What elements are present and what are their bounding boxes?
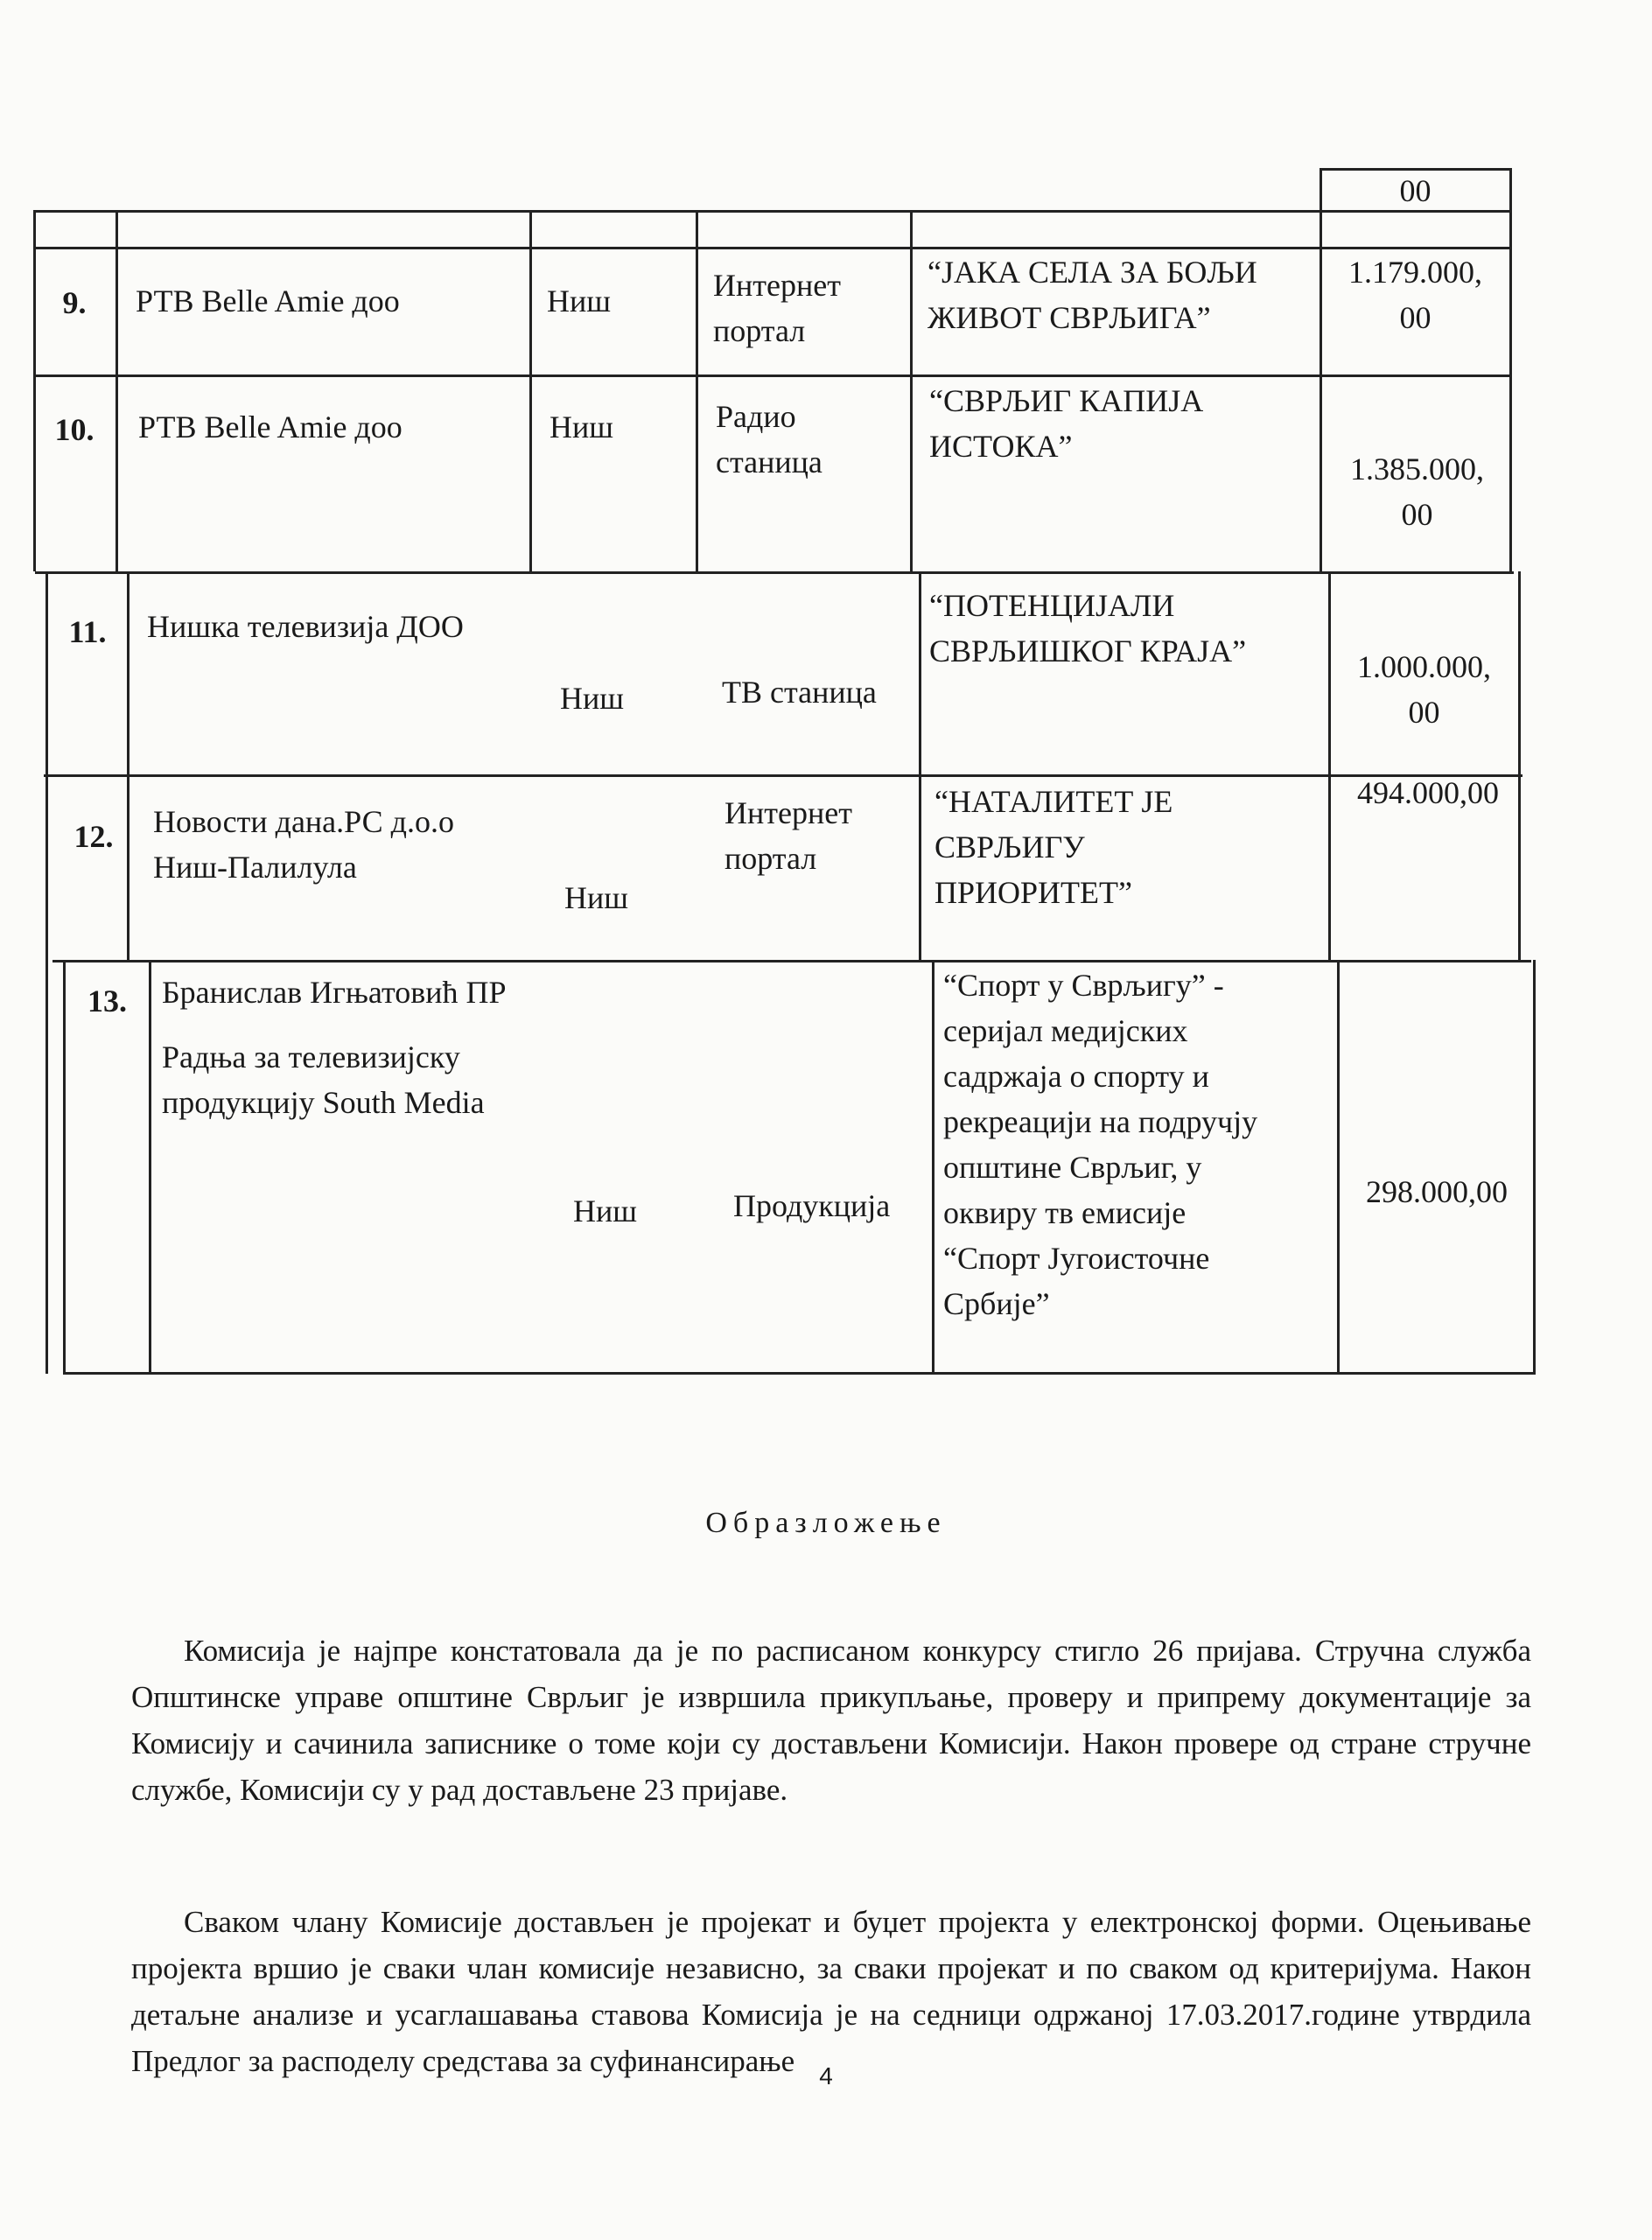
city-cell: Ниш — [547, 284, 611, 318]
amount-cell — [1321, 168, 1509, 214]
table-rule — [1533, 960, 1536, 1374]
city-cell: Ниш — [573, 1194, 637, 1228]
text-line: ПРИОРИТЕТ” — [934, 875, 1132, 910]
text-line: серијал медијских — [943, 1013, 1188, 1048]
table-rule — [1320, 168, 1322, 571]
text-line: Нишка телевизија ДОО — [147, 609, 464, 644]
row-number: 10. — [54, 412, 94, 447]
body-paragraph: Комисија је најпре констатовала да је по расписаном конкурсу стигло 26 пријава. Стручна служба Општинске управе општине Сврљиг је извршила прикупљање, проверу и припрему документације за Комисију и сачинила записнике о томе који су достављени Комисији. Након провере од стране стручне службе, Комисији су у рад достављене 23 пријаве. — [131, 1634, 1531, 1807]
amount-cell — [1332, 770, 1524, 816]
row-number: 11. — [68, 614, 107, 649]
text-line: 298.000,00 — [1366, 1174, 1508, 1209]
table-rule — [35, 571, 1514, 574]
table-rule — [33, 210, 1512, 213]
table-rule — [529, 210, 532, 571]
text-line: 1.000.000, — [1357, 649, 1491, 684]
text-line: Новости дана.РС д.о.о — [153, 804, 454, 839]
text-line: РТВ Belle Amie доо — [136, 284, 400, 318]
city-cell: Ниш — [560, 681, 624, 716]
text-line: 00 — [1401, 497, 1433, 532]
text-line: Продукција — [733, 1188, 891, 1223]
media-type-cell — [716, 394, 908, 485]
text-line: рекреацији на подручју — [943, 1104, 1258, 1139]
text-line: Србије” — [943, 1286, 1050, 1321]
organization-name — [153, 799, 538, 890]
text-line: станица — [716, 444, 822, 480]
row-number: 13. — [88, 984, 127, 1018]
table-rule — [33, 210, 36, 571]
media-type-cell — [722, 669, 914, 715]
amount-cell — [1330, 644, 1518, 735]
project-name-cell — [929, 378, 1319, 469]
table-rule — [46, 571, 48, 1374]
project-name-cell — [943, 962, 1335, 1326]
text-line: Интернет — [724, 795, 852, 830]
amount-cell — [1340, 1169, 1533, 1214]
amount-cell — [1323, 446, 1511, 537]
project-name-cell — [934, 779, 1324, 915]
table-rule — [910, 210, 913, 571]
media-type-cell — [733, 1183, 930, 1228]
text-line: ИСТОКА” — [929, 429, 1073, 464]
text-line: продукцију South Media — [162, 1085, 485, 1120]
text-line: Интернет — [713, 268, 841, 303]
text-line: 00 — [1399, 300, 1432, 335]
table-rule — [932, 960, 934, 1374]
text-line: ЖИВОТ СВРЉИГА” — [928, 300, 1211, 335]
page-number: 4 — [819, 2062, 833, 2090]
text-line: СВРЉИГУ — [934, 830, 1085, 864]
text-line: Радња за телевизијску — [162, 1040, 460, 1074]
text-line: портал — [713, 313, 806, 348]
city-cell: Ниш — [550, 410, 613, 444]
table-rule — [1518, 571, 1521, 960]
table-rule — [44, 774, 1522, 777]
organization-name — [147, 604, 532, 649]
table-rule — [63, 1372, 1536, 1375]
text-line: Радио — [716, 399, 796, 434]
text-line: 00 — [1408, 695, 1440, 730]
table-rule — [1337, 960, 1340, 1374]
text-line: “Спорт Југоисточне — [943, 1241, 1210, 1276]
organization-name — [138, 404, 523, 450]
organization-name — [136, 278, 521, 324]
city-cell: Ниш — [564, 880, 628, 915]
text-line: садржаја о спорту и — [943, 1059, 1209, 1094]
text-line: 1.179.000, — [1348, 255, 1482, 290]
text-line: “Спорт у Сврљигу” - — [943, 968, 1224, 1003]
text-line: Ниш-Палилула — [153, 850, 357, 885]
amount-cell — [1321, 249, 1509, 340]
text-line: општине Сврљиг, у — [943, 1150, 1202, 1185]
organization-name — [162, 970, 547, 1125]
text-line: портал — [724, 841, 817, 876]
text-line: “ПОТЕНЦИЈАЛИ — [929, 588, 1175, 623]
text-line: РТВ Belle Amie доо — [138, 410, 402, 444]
table-rule — [127, 571, 130, 960]
section-heading: Образложење — [705, 1507, 947, 1539]
text-line: “ЈАКА СЕЛА ЗА БОЉИ — [928, 255, 1257, 290]
table-rule — [919, 571, 921, 960]
table-rule — [33, 374, 1512, 377]
text-line: Бранислав Игњатовић ПР — [162, 975, 507, 1010]
text-line: СВРЉИШКОГ КРАЈА” — [929, 634, 1247, 668]
media-type-cell — [713, 262, 906, 354]
text-line: оквиру тв емисије — [943, 1195, 1186, 1230]
text-line: “СВРЉИГ КАПИЈА — [929, 383, 1204, 418]
project-name-cell — [928, 249, 1317, 340]
media-type-cell — [724, 790, 917, 881]
row-number: 9. — [62, 285, 87, 320]
table-rule — [696, 210, 698, 571]
text-line: 494.000,00 — [1357, 775, 1499, 810]
table-rule — [1328, 571, 1331, 960]
row-number: 12. — [74, 819, 114, 854]
table-rule — [116, 210, 118, 571]
project-name-cell — [929, 583, 1327, 674]
text-line: ТВ станица — [722, 675, 877, 710]
table-rule — [149, 960, 151, 1374]
amount-text: 00 — [1399, 173, 1432, 208]
body-paragraph: Сваком члану Комисије достављен је пројекат и буџет пројекта у електронској форми. Оцењивање пројекта вршио је сваки члан комисије независно, за сваки пројекат и по сваком од критеријума. Након детаљне анализе и усаглашавања ставова Комисија је на седници одржаној 17.03.2017.године утврдила Предлог за расподелу средстава за суфинансирање — [131, 1905, 1531, 2078]
text-line: “НАТАЛИТЕТ ЈЕ — [934, 784, 1173, 819]
text-line: 1.385.000, — [1350, 452, 1484, 486]
